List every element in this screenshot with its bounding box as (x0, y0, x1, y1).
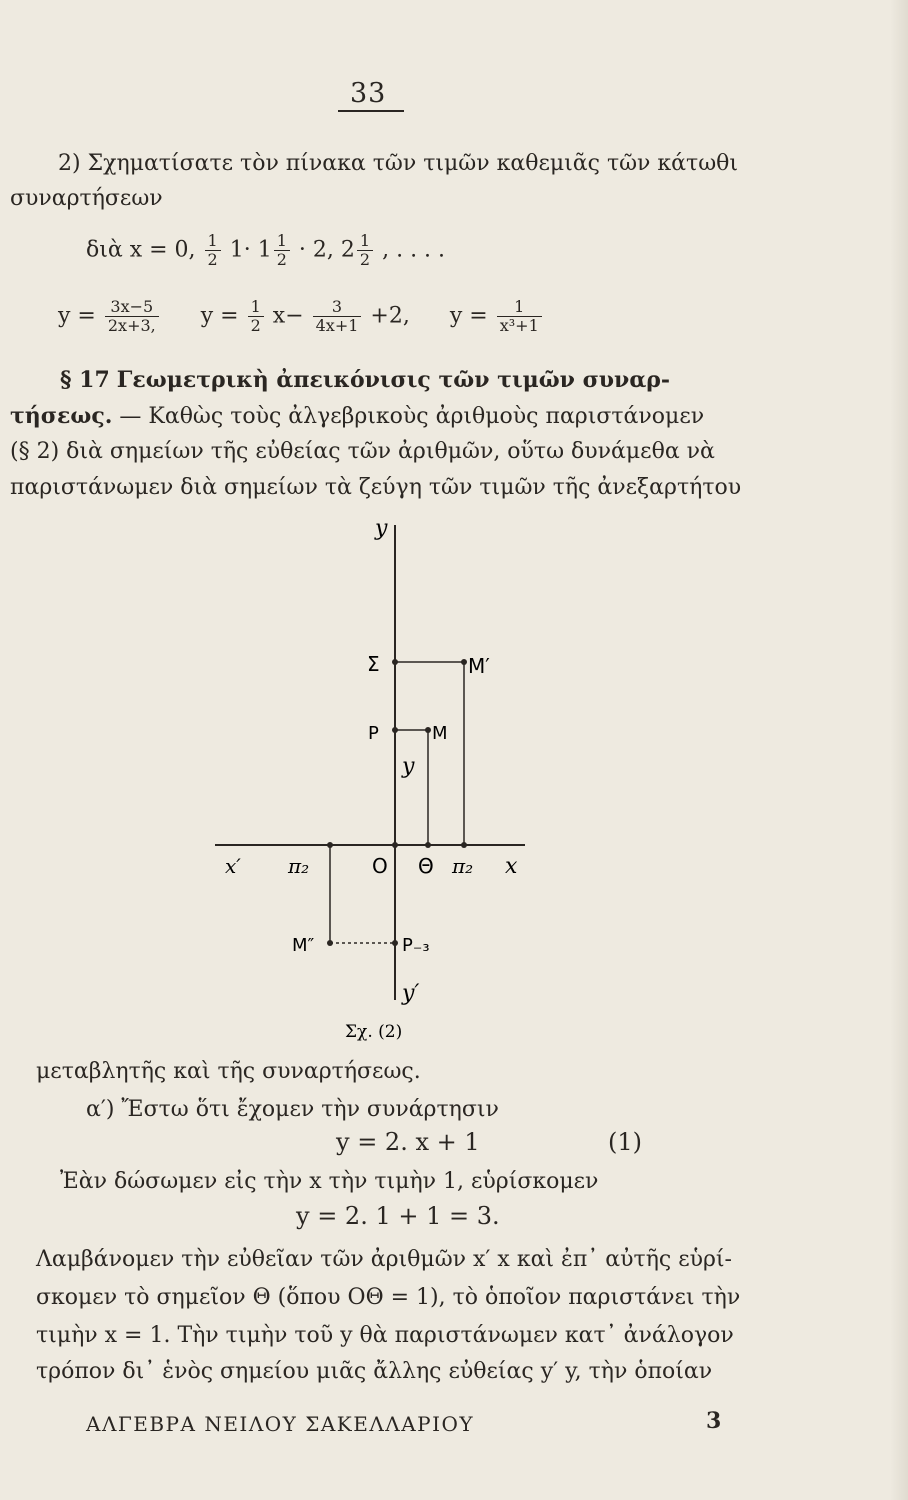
label-m: M (432, 723, 448, 744)
equation-2: y = 2. 1 + 1 = 3. (296, 1202, 500, 1230)
value-1-int: 1 (257, 237, 272, 263)
f2-fraction-2: $\frac{3}{4x+1}$ (313, 298, 362, 335)
functions-line (58, 298, 544, 335)
value-2: · 2, (298, 237, 334, 263)
section-line-1 (10, 402, 704, 431)
page-edge-shadow (890, 0, 908, 1500)
label-x: x (505, 854, 518, 879)
signature-number: 3 (706, 1408, 722, 1434)
equation-1: y = 2. x + 1 (336, 1128, 480, 1156)
point-o (392, 842, 398, 848)
point-theta (425, 842, 431, 848)
label-sigma: Σ (367, 652, 380, 676)
label-x-prime: x′ (225, 854, 241, 878)
section-line-3: παριστάνωμεν διὰ σημείων τὰ ζεύγη τῶν τιμῶν τῆς ἀνεξαρτήτου (10, 475, 742, 500)
section-heading (60, 366, 670, 395)
equation-1-number: (1) (608, 1128, 642, 1156)
coordinate-figure (180, 505, 580, 1045)
section-line-2: (§ 2) διὰ σημείων τῆς εὐθείας τῶν ἀριθμῶν, οὕτω δυνάμεθα νὰ (10, 439, 715, 464)
point-m-double (327, 940, 333, 946)
f1-fraction: $\frac{3x-5}{2x+3,}$ (105, 298, 159, 335)
values-ellipsis: , . . . . (382, 237, 446, 263)
fraction-half-3: $\frac{1}{2}$ (357, 232, 373, 269)
label-p-minus3: P₋₃ (402, 935, 430, 956)
after-line-7: τρόπον δι᾽ ἑνὸς σημείου μιᾶς ἄλλης εὐθείας y′ y, τὴν ὁποίαν (36, 1359, 713, 1384)
label-pi2-right: π₂ (452, 854, 474, 878)
label-o: O (372, 854, 388, 878)
value-1: 1· (229, 237, 251, 263)
f3-left: y = (449, 303, 488, 329)
point-m-prime (461, 659, 467, 665)
fraction-half-2: $\frac{1}{2}$ (274, 232, 290, 269)
after-line-6: τιμὴν x = 1. Τὴν τιμὴν τοῦ y θὰ παριστάνωμεν κατ᾽ ἀνάλογον (36, 1323, 734, 1348)
section-title: Γεωμετρικὴ ἀπεικόνισις τῶν τιμῶν συναρ- (116, 367, 671, 393)
point-sigma (392, 659, 398, 665)
f2-fraction: $\frac{1}{2}$ (248, 298, 264, 335)
page-number: 33 (350, 78, 387, 109)
label-pi2-left: π₂ (288, 854, 310, 878)
f2-end: +2, (370, 303, 410, 329)
label-theta: Θ (418, 854, 434, 878)
after-line-2: α′) Ἔστω ὅτι ἔχομεν τὴν συνάρτησιν (86, 1097, 499, 1122)
point-p (392, 727, 398, 733)
page-number-rule (338, 110, 404, 112)
f2-left: y = (200, 303, 239, 329)
value-2-int: 2 (340, 237, 355, 263)
label-y-mid: y (402, 754, 415, 779)
point-pi2-right (461, 842, 467, 848)
after-line-4: Λαμβάνομεν τὴν εὐθεῖαν τῶν ἀριθμῶν x′ x καὶ ἐπ᾽ αὐτῆς εὑρί- (36, 1247, 732, 1272)
section-number: § 17 (60, 367, 110, 393)
f3-fraction: $\frac{1}{\text{x³+1}}$ (497, 298, 542, 335)
exercise-line-2: συναρτήσεων (10, 186, 163, 211)
after-line-3: Ἐὰν δώσωμεν εἰς τὴν x τὴν τιμὴν 1, εὑρίσκομεν (60, 1169, 599, 1194)
after-line-5: σκομεν τὸ σημεῖον Θ (ὅπου ΟΘ = 1), τὸ ὁποῖον παριστάνει τὴν (36, 1285, 741, 1310)
exercise-line-1: 2) Σχηματίσατε τὸν πίνακα τῶν τιμῶν καθεμιᾶς τῶν κάτωθι (58, 151, 739, 176)
footer-signature-line: ΑΛΓΕΒΡΑ ΝΕΙΛΟΥ ΣΑΚΕΛΛΑΡΙΟΥ (86, 1412, 475, 1436)
label-p: P (368, 723, 379, 744)
label-m-prime: M′ (468, 654, 490, 678)
label-y-bottom: y′ (402, 981, 420, 1006)
figure-caption: Σχ. (2) (345, 1022, 403, 1042)
f2-mid: x− (272, 303, 304, 329)
f1-left: y = (58, 303, 96, 329)
after-line-1: μεταβλητῆς καὶ τῆς συναρτήσεως. (36, 1059, 421, 1084)
section-title-cont: τήσεως. (10, 403, 113, 429)
values-prefix: διὰ x = 0, (86, 237, 196, 263)
section-text-1: — Καθὼς τοὺς ἀλγεβρικοὺς ἀριθμοὺς παριστάνομεν (119, 404, 705, 429)
label-m-double: M″ (292, 935, 315, 956)
label-y-top: y (375, 516, 388, 541)
values-line (86, 232, 445, 269)
point-pi2-left (327, 842, 333, 848)
figure-2 (180, 505, 580, 1045)
point-p-3 (392, 940, 398, 946)
point-m (425, 727, 431, 733)
fraction-half: $\frac{1}{2}$ (205, 232, 221, 269)
